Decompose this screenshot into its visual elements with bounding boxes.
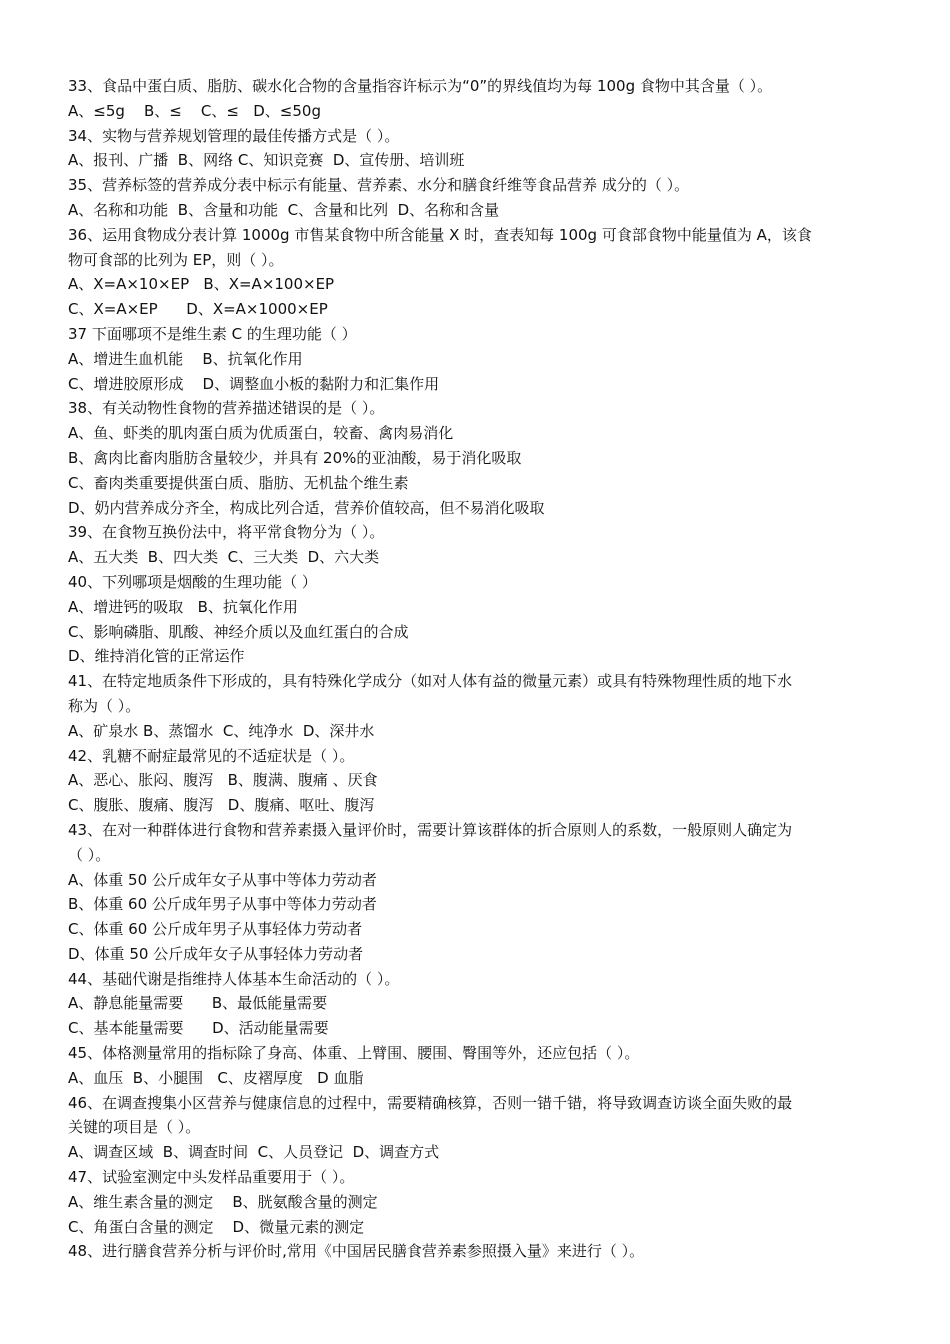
text-line: 35、营养标签的营养成分表中标示有能量、营养素、水分和膳食纤维等食品营养 成分的（ ）。: [68, 176, 690, 195]
text-line: A、增进生血机能 B、抗氧化作用: [68, 349, 303, 368]
text-line: 36、运用食物成分表计算 1000g 市售某食物中所含能量 X 时，查表知每 100g 可食部食物中能量值为 A，该食: [68, 225, 812, 244]
text-line: 39、在食物互换份法中，将平常食物分为（ ）。: [68, 523, 385, 542]
text-line: 46、在调查搜集小区营养与健康信息的过程中，需要精确核算，否则一错千错，将导致调查访谈全面失败的最: [68, 1093, 793, 1112]
text-line: A、恶心、胀闷、腹泻 B、腹满、腹痛 、厌食: [68, 771, 378, 790]
text-line: 物可食部的比列为 EP，则（ ）。: [68, 250, 284, 269]
text-line: 33、食品中蛋白质、脂肪、碳水化合物的含量指容许标示为“0”的界线值均为每 100g 食物中其含量（ ）。: [68, 77, 773, 95]
text-line: A、增进钙的吸取 B、抗氧化作用: [68, 597, 298, 616]
text-line: D、维持消化管的正常运作: [68, 647, 245, 666]
document-page: [68, 74, 882, 1264]
text-line: C、体重 60 公斤成年男子从事轻体力劳动者: [68, 920, 363, 939]
text-line: C、角蛋白含量的测定 D、微量元素的测定: [68, 1217, 365, 1236]
text-line: A、血压 B、小腿围 C、皮褶厚度 D 血脂: [68, 1068, 364, 1087]
text-line: B、体重 60 公斤成年男子从事中等体力劳动者: [68, 895, 377, 914]
text-line: A、静息能量需要 B、最低能量需要: [68, 994, 328, 1013]
text-line: C、影响磷脂、肌酸、神经介质以及血红蛋白的合成: [68, 622, 409, 641]
text-line: A、五大类 B、四大类 C、三大类 D、六大类: [68, 548, 380, 567]
text-line: 关键的项目是（ ）。: [68, 1118, 201, 1137]
text-line: A、X=A×10×EP B、X=A×100×EP: [68, 275, 335, 294]
text-line: 43、在对一种群体进行食物和营养素摄入量评价时，需要计算该群体的折合原则人的系数，一般原则人确定为: [68, 820, 793, 839]
text-line: 称为（ ）。: [68, 696, 141, 715]
text-line: 37 下面哪项不是维生素 C 的生理功能（ ）: [68, 324, 357, 343]
text-line: 42、乳糖不耐症最常见的不适症状是（ ）。: [68, 746, 355, 765]
text-line: A、维生素含量的测定 B、胱氨酸含量的测定: [68, 1192, 378, 1211]
text-line: C、腹胀、腹痛、腹泻 D、腹痛、呕吐、腹泻: [68, 796, 375, 815]
text-line: D、体重 50 公斤成年女子从事轻体力劳动者: [68, 944, 364, 963]
text-line: A、名称和功能 B、含量和功能 C、含量和比列 D、名称和含量: [68, 200, 500, 219]
text-line: 48、进行膳食营养分析与评价时,常用《中国居民膳食营养素参照摄入量》来进行（ ）。: [68, 1242, 645, 1261]
text-line: A、调查区域 B、调查时间 C、人员登记 D、调查方式: [68, 1143, 440, 1162]
text-line: C、X=A×EP D、X=A×1000×EP: [68, 300, 328, 319]
text-line: B、禽肉比畜肉脂肪含量较少，并具有 20%的亚油酸，易于消化吸取: [68, 448, 522, 467]
text-line: A、矿泉水 B、蒸馏水 C、纯净水 D、深井水: [68, 721, 375, 740]
text-line: A、≤5g B、≤ C、≤ D、≤50g: [68, 101, 321, 120]
text-line: 47、试验室测定中头发样品重要用于（ ）。: [68, 1168, 355, 1187]
text-line: 34、实物与营养规划管理的最佳传播方式是（ ）。: [68, 126, 400, 145]
text-line: 45、体格测量常用的指标除了身高、体重、上臂围、腰围、臀围等外，还应包括（ ）。: [68, 1044, 640, 1063]
text-line: C、基本能量需要 D、活动能量需要: [68, 1019, 329, 1038]
text-line: （ ）。: [68, 845, 111, 864]
text-line: A、鱼、虾类的肌肉蛋白质为优质蛋白，较畜、禽肉易消化: [68, 424, 454, 443]
text-line: D、奶内营养成分齐全，构成比列合适，营养价值较高，但不易消化吸取: [68, 498, 545, 517]
text-line: 41、在特定地质条件下形成的，具有特殊化学成分（如对人体有益的微量元素）或具有特殊物理性质的地下水: [68, 672, 793, 691]
text-line: A、报刊、广播 B、网络 C、知识竞赛 D、宣传册、培训班: [68, 151, 465, 170]
text-line: C、畜肉类重要提供蛋白质、脂肪、无机盐个维生素: [68, 473, 409, 492]
text-line: 38、有关动物性食物的营养描述错误的是（ ）。: [68, 399, 385, 418]
text-line: 44、基础代谢是指维持人体基本生命活动的（ ）。: [68, 969, 400, 988]
text-line: C、增进胶原形成 D、调整血小板的黏附力和汇集作用: [68, 374, 440, 393]
text-line: A、体重 50 公斤成年女子从事中等体力劳动者: [68, 870, 377, 889]
text-line: 40、下列哪项是烟酸的生理功能（ ）: [68, 572, 317, 591]
